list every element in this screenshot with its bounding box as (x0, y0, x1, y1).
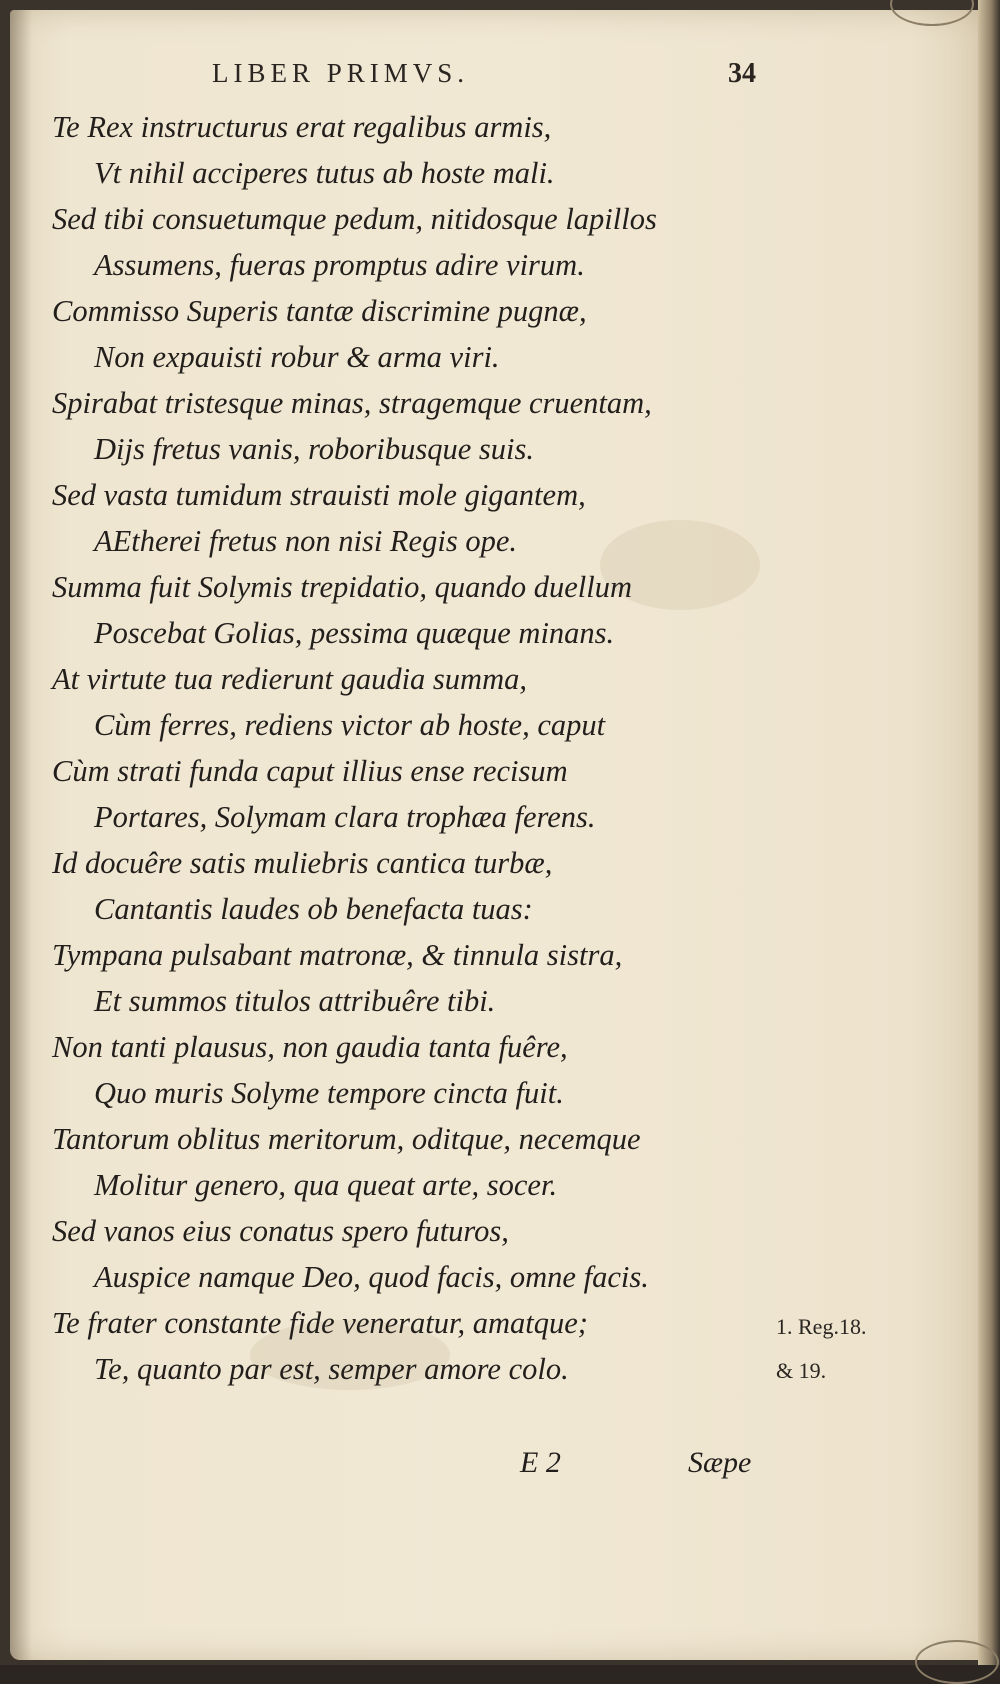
verse-line: Sed vasta tumidum strauisti mole gigantem, (52, 478, 586, 512)
verse-line: Id docuêre satis muliebris cantica turbæ, (52, 846, 553, 880)
verse-line: Summa fuit Solymis trepidatio, quando duellum (52, 570, 633, 604)
verse-line: Commisso Superis tantæ discrimine pugnæ, (52, 294, 587, 328)
verse-line: Te Rex instructurus erat regalibus armis, (52, 110, 552, 144)
verse-line: At virtute tua redierunt gaudia summa, (52, 662, 527, 696)
spine-shadow (10, 10, 32, 1660)
verse-line: Cùm strati funda caput illius ense recisum (52, 754, 568, 788)
verse-line: Portares, Solymam clara trophæa ferens. (94, 800, 596, 834)
verse-line: AEtherei fretus non nisi Regis ope. (94, 524, 517, 558)
page-number: 34 (728, 58, 756, 89)
catchword: Sæpe (688, 1446, 752, 1479)
margin-note-reference: & 19. (776, 1358, 827, 1383)
page-edge (978, 0, 1000, 1665)
running-head (0, 58, 1000, 98)
verse-line: Spirabat tristesque minas, stragemque cruentam, (52, 386, 652, 420)
verse-line: Cantantis laudes ob benefacta tuas: (94, 892, 533, 926)
verse-line: Te, quanto par est, semper amore colo. (94, 1352, 569, 1386)
verse-line: Tantorum oblitus meritorum, oditque, necemque (52, 1122, 641, 1156)
verse-line: Sed vanos eius conatus spero futuros, (52, 1214, 509, 1248)
verse-line: Non expauisti robur & arma viri. (94, 340, 500, 374)
signature-mark: E 2 (520, 1446, 561, 1479)
verse-line: Tympana pulsabant matronæ, & tinnula sistra, (52, 938, 623, 972)
verse-line: Vt nihil acciperes tutus ab hoste mali. (94, 156, 555, 190)
verse-line: Assumens, fueras promptus adire virum. (94, 248, 585, 282)
verse-line: Cùm ferres, rediens victor ab hoste, caput (94, 708, 606, 742)
verse-line: Quo muris Solyme tempore cincta fuit. (94, 1076, 564, 1110)
margin-note-reference: 1. Reg.18. (776, 1314, 867, 1339)
verse-line: Et summos titulos attribuêre tibi. (94, 984, 496, 1018)
verse-line: Te frater constante fide veneratur, amatque; (52, 1306, 588, 1340)
running-head-title: LIBER PRIMVS. (212, 58, 470, 88)
verse-line: Sed tibi consuetumque pedum, nitidosque lapillos (52, 202, 657, 236)
verse-line: Poscebat Golias, pessima quæque minans. (94, 616, 615, 650)
page-corner-curl-bottom (915, 1640, 999, 1684)
verse-line: Molitur genero, qua queat arte, socer. (94, 1168, 558, 1202)
verse-line: Dijs fretus vanis, roboribusque suis. (94, 432, 535, 466)
verse-line: Non tanti plausus, non gaudia tanta fuêre, (52, 1030, 568, 1064)
verse-line: Auspice namque Deo, quod facis, omne facis. (94, 1260, 649, 1294)
